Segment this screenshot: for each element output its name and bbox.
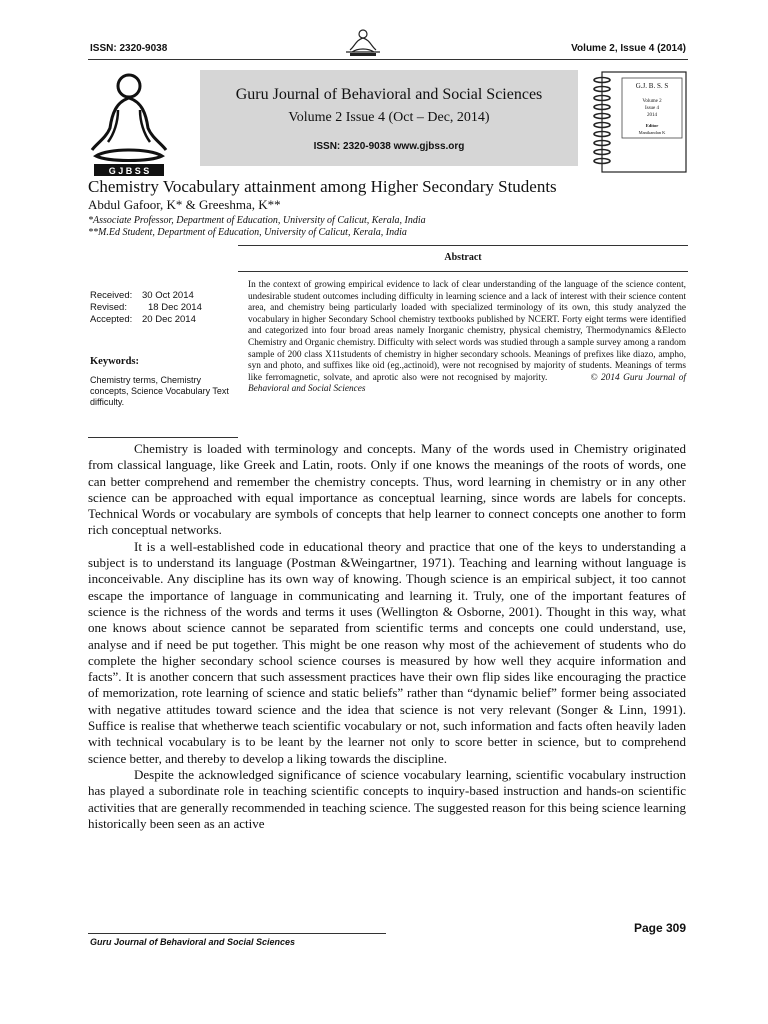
journal-cover-thumbnail [588,70,688,178]
copyright: © 2014 Guru Journal of Behavioral and Social Sciences [248,372,687,395]
logo-text: G J B S S [108,166,150,176]
abstract-top-rule [238,245,688,246]
footer-journal-name: Guru Journal of Behavioral and Social Sciences [90,937,296,947]
issn-top: ISSN: 2320-9038 [90,43,168,54]
page-number: Page 309 [633,921,686,935]
affiliation-2: **M.Ed Student, Department of Education, University of Calicut, Kerala, India [88,227,407,238]
cover-line: Manikandan K [638,130,666,135]
abstract-heading: Abstract [444,252,482,263]
keywords-rule [88,437,238,438]
body-paragraph-1: Chemistry is loaded with terminology and concepts. Many of the words used in Chemistry originated from classical language, like Greek and Latin, roots. Only if one knows the meanings of the roots of words, one can better comprehend and remember the chemistry concepts. Thus, word learning in chemistry or in any other science can be approached with equal importance as conceptual learning, since words are labels for concepts. Technical Words or vocabulary are symbols of concepts that help learner to connect concepts one another to form rich conceptual networks. [88,441,686,538]
volume-top: Volume 2, Issue 4 (2014) [571,43,686,54]
affiliation-1: *Associate Professor, Department of Education, University of Calicut, Kerala, India [88,215,426,226]
revised-value: 18 Dec 2014 [148,302,202,313]
journal-issn: ISSN: 2320-9038 www.gjbss.org [313,141,465,152]
accepted-label: Accepted: [90,314,133,325]
abstract-bottom-rule [238,271,688,272]
article-title: Chemistry Vocabulary attainment among Higher Secondary Students [88,177,557,196]
revised-label: Revised: [90,302,127,313]
authors: Abdul Gafoor, K* & Greeshma, K** [88,197,281,212]
cover-line: Volume 2 [642,99,662,104]
accepted-value: 20 Dec 2014 [142,314,196,325]
body-paragraph-2: It is a well-established code in educational theory and practice that one of the keys to understanding a subject is to understand its language (Postman &Weingartner, 1971). Teaching and learning without language is inconceivable. Any discipline has its own way of knowing. Though science is an empirical subject, it too cannot escape the importance of language in communicating and learning it. Truly, one of the important features of science is the richness of the words and terms it uses (Wellington & Osborne, 2001). Thought in this way, what one knows about science cannot be separated from scientific terms and concepts one could understand, use, analyse and if need be put together. This might be one reason why most of the achievement of students who do complete the higher secondary school science courses is measured by how well they acquire information and facts”. It is another concern that such assessment practices have their own flip sides like encouraging the practice of memorization, rote learning of science and static beliefs” rather than “dynamic belief” former being associated with negative attitudes toward science and the idea that science is not very relevant (Songer & Linn, 1991). Suffice is realise that whetherwe teach scientific vocabulary or not, such information and facts often heavily laden with technical vocabulary is to be leant by the learner not only to score better in science, but to comprehend science better, and thereby to develop a liking towards the discipline. [88,538,686,766]
cover-line: Editor [645,123,659,128]
body-paragraph-3: Despite the acknowledged significance of science vocabulary learning, scientific vocabulary instruction has played a subordinate role in teaching scientific concepts to inquiry-based instruction and hands-on scientific activities that are generally recommended in teaching science. The suggested reason for this being science learning historically been seen as an active [88,766,686,831]
journal-title: Guru Journal of Behavioral and Social Sciences [235,86,543,103]
cover-line: G.J. B. S. S [635,82,669,90]
top-divider [88,59,688,60]
footer-rule [88,933,386,934]
cover-line: Issue 4 [644,106,660,111]
abstract-text [248,280,686,396]
article-body [88,441,686,832]
keywords-text: Chemistry terms, Chemistry concepts, Science Vocabulary Text difficulty. [90,375,229,407]
abstract-body: In the context of growing empirical evidence to lack of clear understanding of the language of the science content, undesirable student outcomes including difficulty in learning science and a lack of interest with their science content area, and chemistry being particularly loaded with specialized terminology of its own, this study analyzed the vocabulary in higher Secondary School chemistry textbooks published by NCERT. Forty eight terms were identified and categorized into four broad areas namely Inorganic chemistry, physical chemistry, Thermodynamics &Electo Chemistry and Organic chemistry. Difficulty with select words was studied through a sample survey among a random sample of 200 class X11students of chemistry in higher secondary schools. Meanings of prefixes like diazo, ampho, syn and photo, and suffixes like oid (eg.,actinoid), were not recognised by majority of students. Meanings of terms like ferromagnetic, solvate, and aprotic also were not recognised by majority. [248,280,686,383]
keywords-heading: Keywords: [90,356,139,367]
journal-volume: Volume 2 Issue 4 (Oct – Dec, 2014) [288,110,490,125]
accepted-date [90,314,196,325]
gjbss-logo [88,70,170,178]
cover-line: 2014 [647,113,657,118]
meditation-emblem-icon [338,28,388,58]
received-label: Received: [90,290,133,301]
received-value: 30 Oct 2014 [142,290,194,301]
received-date [90,290,194,301]
revised-date [90,302,202,313]
